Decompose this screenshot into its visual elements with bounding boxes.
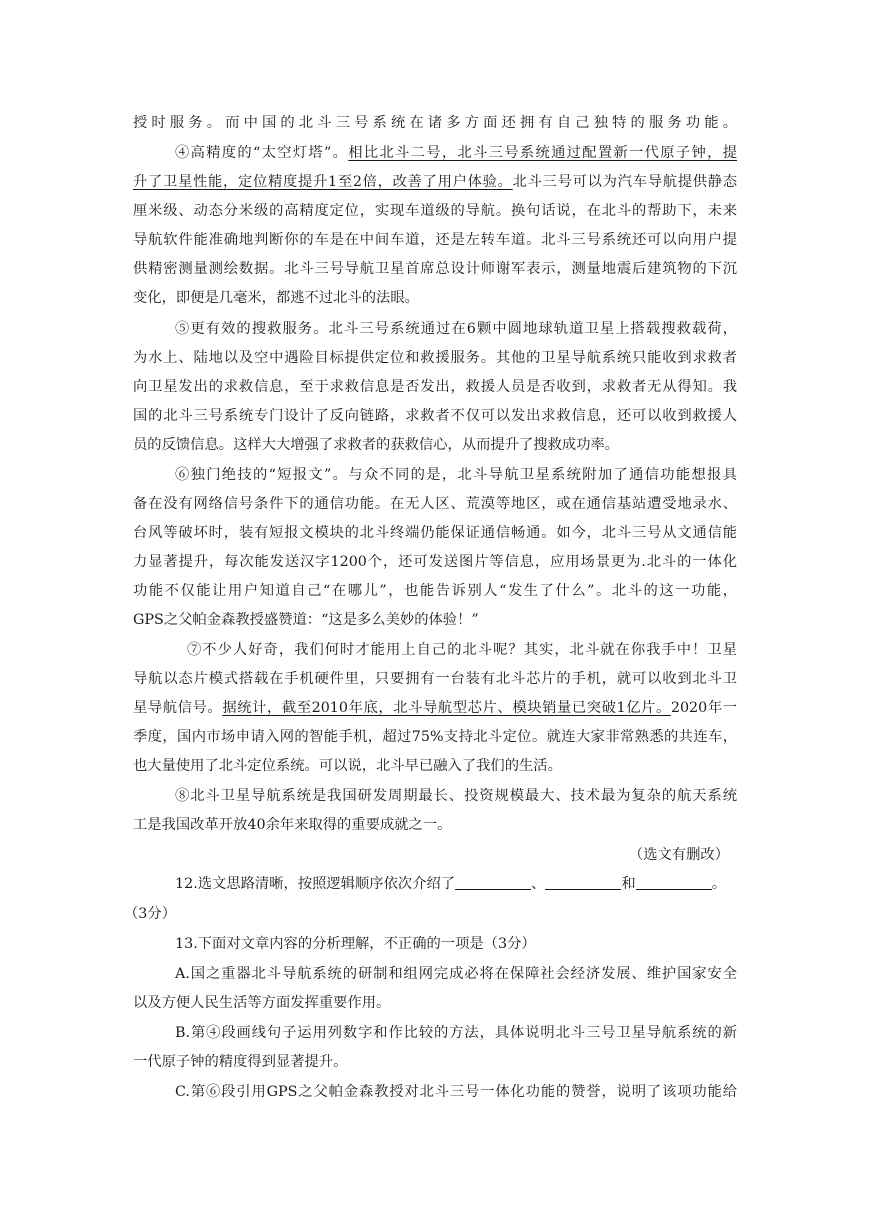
answer-blank-1[interactable] <box>455 875 531 890</box>
text-span: 。 <box>711 876 726 892</box>
paragraph-6-line: ⑥独门绝技的“短报文”。与众不同的是，北斗导航卫星系统附加了通信功能想报具 <box>175 467 737 483</box>
paragraph-6-line: 力显著提升，每次能发送汉字1200个，还可发送图片等信息，应用场景更为.北斗的一体化 <box>133 554 737 570</box>
paragraph-7-line: 季度，国内市场申请入网的智能手机，超过75%支持北斗定位。就连大家非常熟悉的共连车， <box>133 729 737 745</box>
paragraph-8-line: 工是我国改革开放40余年来取得的重要成就之一。 <box>133 817 452 833</box>
text-span: 、 <box>531 876 546 892</box>
paragraph-4-line: 导航软件能准确地判断你的车是在中间车道，还是左转车道。北斗三号系统还可以向用户提 <box>133 232 737 248</box>
paragraph-6-line: GPS之父帕金森教授盛赞道：“这是多么美妙的体验！” <box>133 612 479 628</box>
option-a-line: 以及方便人民生活等方面发挥重要作用。 <box>133 995 391 1011</box>
paragraph-4-line: 厘米级、动态分米级的高精度定位，实现车道级的导航。换句话说，在北斗的帮助下，未来 <box>133 203 737 219</box>
text-span: 和 <box>621 876 636 892</box>
paragraph-6-line: 功能不仅能让用户知道自己“在哪儿”，也能告诉别人“发生了什么”。北斗的这一功能， <box>133 583 737 599</box>
option-c-line: C.第⑥段引用GPS之父帕金森教授对北斗三号一体化功能的赞誉，说明了该项功能给 <box>175 1084 737 1100</box>
text-span: ④高精度的“太空灯塔”。 <box>175 145 349 161</box>
paragraph-7-line: ⑦不少人好奇，我们何时才能用上自己的北斗呢？其实，北斗就在你我手中！卫星 <box>187 642 737 658</box>
paragraph-4-line <box>175 143 737 163</box>
paragraph-5-line: ⑤更有效的搜救服务。北斗三号系统通过在6颗中圆地球轨道卫星上搭载搜救载荷， <box>175 321 737 337</box>
paragraph-intro-line <box>133 113 737 133</box>
underlined-sentence: 相比北斗二号，北斗三号系统通过配置新一代原子钟，提 <box>348 145 737 161</box>
answer-blank-2[interactable] <box>545 875 621 890</box>
paragraph-4-line <box>133 172 737 192</box>
underlined-sentence: 升了卫星性能，定位精度提升1至2倍，改善了用户体验。 <box>133 174 513 190</box>
question-text: 12.选文思路清晰，按照逻辑顺序依次介绍了 <box>175 876 456 892</box>
paragraph-7-line <box>133 698 737 718</box>
question-13-stem: 13.下面对文章内容的分析理解，不正确的一项是（3分） <box>175 936 536 952</box>
text-span: 星导航信号。 <box>133 700 223 716</box>
option-b-line: 一代原子钟的精度得到显著提升。 <box>133 1054 348 1070</box>
text-span: 2020年一 <box>670 700 737 716</box>
question-12 <box>175 874 726 894</box>
paragraph-6-line: 台风等破坏时，装有短报文模块的北斗终端仍能保证通信畅通。如今，北斗三号从文通信能 <box>133 525 737 541</box>
paragraph-4-line: 变化，即便是几毫米，都逃不过北斗的法眼。 <box>133 290 419 306</box>
paragraph-5-line: 员的反馈信息。这样大大增强了求救者的获救信心，从而提升了搜救成功率。 <box>133 437 620 453</box>
paragraph-5-line: 为水上、陆地以及空中遇险目标提供定位和救援服务。其他的卫星导航系统只能收到求救者 <box>133 350 737 366</box>
underlined-sentence: 据统计，截至2010年底，北斗导航型芯片、模块销量已突破1亿片。 <box>222 700 671 716</box>
option-a-line: A.国之重器北斗导航系统的研制和组网完成必将在保障社会经济发展、维护国家安全 <box>175 966 737 982</box>
paragraph-8-line: ⑧北斗卫星导航系统是我国研发周期最长、投资规模最大、技术最为复杂的航天系统 <box>175 788 737 804</box>
question-12-score: （3分） <box>124 906 176 922</box>
paragraph-5-line: 国的北斗三号系统专门设计了反向链路，求救者不仅可以发出求救信息，还可以收到救援人 <box>133 408 737 424</box>
paragraph-6-line: 备在没有网络信号条件下的通信功能。在无人区、荒漠等地区，或在通信基站遭受地录水、 <box>133 496 737 512</box>
option-b-line: B.第④段画线句子运用列数字和作比较的方法，具体说明北斗三号卫星导航系统的新 <box>175 1025 737 1041</box>
source-note: （选文有删改） <box>628 847 729 863</box>
paragraph-4-line: 供精密测量测绘数据。北斗三号导航卫星首席总设计师谢军表示，测量地震后建筑物的下沉 <box>133 261 737 277</box>
paragraph-7-line: 导航以态片模式搭载在手机硬件里，只要拥有一台装有北斗芯片的手机，就可以收到北斗卫 <box>133 671 737 687</box>
text-span: 授时服务。而中国的北斗三号系统在诸多方面还拥有自己独特的服务功能。 <box>133 115 737 131</box>
paragraph-5-line: 向卫星发出的求救信息，至于求救信息是否发出，救援人员是否收到，求救者无从得知。我 <box>133 379 737 395</box>
text-span: 北斗三号可以为汽车导航提供静态 <box>512 174 738 190</box>
answer-blank-3[interactable] <box>636 875 712 890</box>
paragraph-7-line: 也大量使用了北斗定位系统。可以说，北斗早已融入了我们的生活。 <box>133 758 562 774</box>
